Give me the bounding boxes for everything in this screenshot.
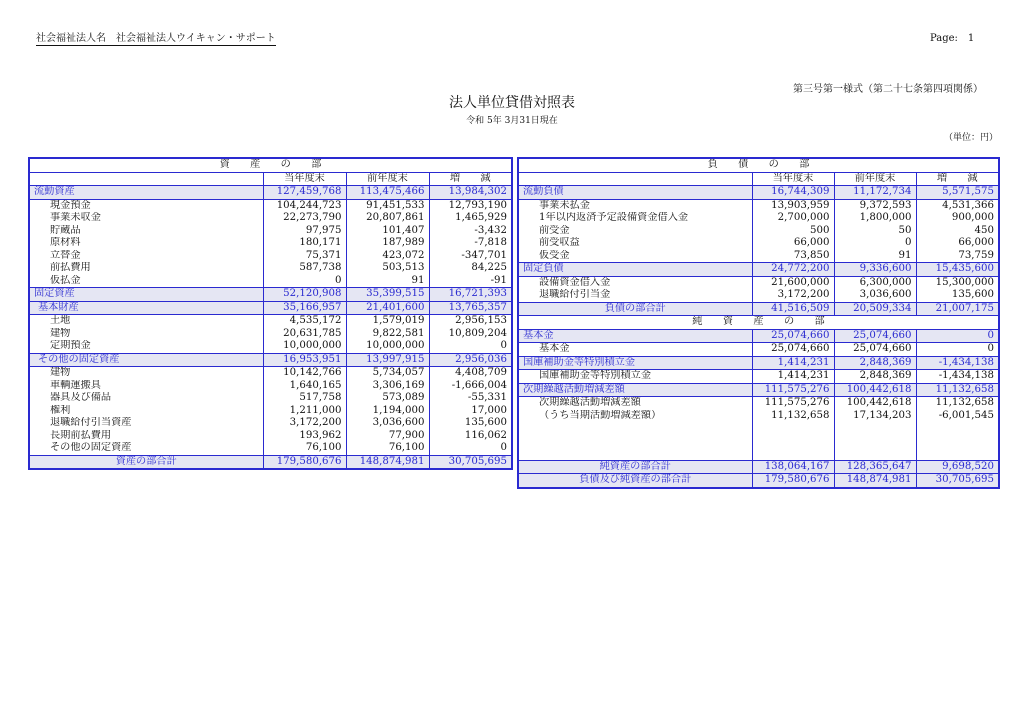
row-label: 設備資金借入金: [518, 276, 752, 289]
previous-year-value: 3,036,600: [346, 417, 429, 430]
current-year-value: 3,172,200: [263, 417, 346, 430]
current-year-value: 73,850: [752, 250, 834, 263]
difference-value: 11,132,658: [916, 383, 999, 397]
current-year-value: 111,575,276: [752, 397, 834, 410]
table-row: [29, 212, 512, 225]
table-row: [518, 250, 999, 263]
difference-value: 21,007,175: [916, 302, 999, 316]
table-row: [29, 340, 512, 353]
current-year-value: 517,758: [263, 392, 346, 405]
current-year-value: 1,414,231: [752, 356, 834, 370]
row-label: 長期前払費用: [29, 430, 263, 443]
table-row: [29, 417, 512, 430]
current-year-value: 11,132,658: [752, 410, 834, 423]
table-row: [518, 276, 999, 289]
table-row: [29, 328, 512, 341]
corporation-name: 社会福祉法人名 社会福祉法人ウイキャン・サポート: [36, 33, 276, 44]
table-row: [518, 225, 999, 238]
current-year-value: 4,535,172: [263, 315, 346, 328]
table-row: [518, 186, 999, 200]
total-row: [29, 455, 512, 469]
row-label: その他の固定資産: [29, 353, 263, 367]
row-label: 基本財産: [29, 301, 263, 315]
current-year-value: [752, 422, 834, 435]
previous-year-value: 503,513: [346, 262, 429, 275]
difference-value: 73,759: [916, 250, 999, 263]
as-of-date: 令和 5年 3月31日現在: [466, 116, 558, 126]
current-year-value: 16,744,309: [752, 186, 834, 200]
row-label: 前受収益: [518, 237, 752, 250]
difference-value: -347,701: [429, 250, 512, 263]
table-row: [518, 397, 999, 410]
table-row: [518, 237, 999, 250]
current-year-value: 3,172,200: [752, 289, 834, 302]
previous-year-value: 91: [346, 275, 429, 288]
column-header-previous: 前年度末: [834, 172, 916, 186]
difference-value: 30,705,695: [429, 455, 512, 469]
section-heading-row: [518, 158, 999, 172]
row-label: 純資産の部合計: [518, 460, 752, 474]
table-row: [29, 262, 512, 275]
table-row: [518, 212, 999, 225]
row-label: 基本金: [518, 329, 752, 343]
difference-value: 900,000: [916, 212, 999, 225]
current-year-value: 1,211,000: [263, 405, 346, 418]
row-label: 流動負債: [518, 186, 752, 200]
difference-value: -1,666,004: [429, 380, 512, 393]
table-row: [29, 315, 512, 328]
row-label: 次期繰越活動増減差額: [518, 397, 752, 410]
row-label: 固定負債: [518, 263, 752, 277]
current-year-value: 24,772,200: [752, 263, 834, 277]
row-label: 仮受金: [518, 250, 752, 263]
difference-value: 13,765,357: [429, 301, 512, 315]
difference-value: 30,705,695: [916, 474, 999, 488]
total-row: [518, 302, 999, 316]
previous-year-value: 128,365,647: [834, 460, 916, 474]
current-year-value: 179,580,676: [263, 455, 346, 469]
previous-year-value: 17,134,203: [834, 410, 916, 423]
row-label: 立替金: [29, 250, 263, 263]
difference-value: 0: [429, 340, 512, 353]
table-row: [518, 263, 999, 277]
difference-value: 135,600: [916, 289, 999, 302]
difference-value: -55,331: [429, 392, 512, 405]
table-row: [29, 199, 512, 212]
table-row: [29, 392, 512, 405]
row-label: 土地: [29, 315, 263, 328]
row-label: その他の固定資産: [29, 442, 263, 455]
difference-value: 0: [916, 343, 999, 357]
previous-year-value: 20,509,334: [834, 302, 916, 316]
difference-value: -1,434,138: [916, 370, 999, 384]
current-year-value: [752, 435, 834, 448]
current-year-value: 104,244,723: [263, 199, 346, 212]
total-row: [518, 474, 999, 488]
table-row: [29, 288, 512, 302]
previous-year-value: 573,089: [346, 392, 429, 405]
previous-year-value: 101,407: [346, 225, 429, 238]
previous-year-value: 1,579,019: [346, 315, 429, 328]
previous-year-value: 6,300,000: [834, 276, 916, 289]
column-header-difference: 増 減: [429, 172, 512, 186]
page-number: Page: 1: [930, 33, 975, 44]
column-header-blank: [29, 172, 263, 186]
table-row: [29, 380, 512, 393]
row-label: 器具及び備品: [29, 392, 263, 405]
table-row: [518, 329, 999, 343]
previous-year-value: 25,074,660: [834, 329, 916, 343]
previous-year-value: 148,874,981: [834, 474, 916, 488]
row-label: 仮払金: [29, 275, 263, 288]
row-label: 退職給付引当金: [518, 289, 752, 302]
difference-value: 2,956,036: [429, 353, 512, 367]
previous-year-value: 9,336,600: [834, 263, 916, 277]
table-row: [518, 447, 999, 460]
row-label: 前払費用: [29, 262, 263, 275]
current-year-value: 41,516,509: [752, 302, 834, 316]
difference-value: 2,956,153: [429, 315, 512, 328]
difference-value: 0: [916, 329, 999, 343]
current-year-value: 1,414,231: [752, 370, 834, 384]
previous-year-value: [834, 435, 916, 448]
row-label: 車輌運搬具: [29, 380, 263, 393]
previous-year-value: 77,900: [346, 430, 429, 443]
previous-year-value: 148,874,981: [346, 455, 429, 469]
table-row: [29, 405, 512, 418]
column-header-difference: 増 減: [916, 172, 999, 186]
row-label: 退職給付引当資産: [29, 417, 263, 430]
row-label: [518, 435, 752, 448]
difference-value: 0: [429, 442, 512, 455]
current-year-value: 138,064,167: [752, 460, 834, 474]
row-label: 貯蔵品: [29, 225, 263, 238]
difference-value: [916, 435, 999, 448]
current-year-value: 22,273,790: [263, 212, 346, 225]
difference-value: 116,062: [429, 430, 512, 443]
previous-year-value: 2,848,369: [834, 370, 916, 384]
previous-year-value: 3,036,600: [834, 289, 916, 302]
previous-year-value: 0: [834, 237, 916, 250]
table-row: [29, 301, 512, 315]
unit-label: （単位：円）: [944, 133, 999, 143]
row-label: 権利: [29, 405, 263, 418]
previous-year-value: 100,442,618: [834, 397, 916, 410]
row-label: 1年以内返済予定設備資金借入金: [518, 212, 752, 225]
column-header-row: [29, 172, 512, 186]
row-label: 国庫補助金等特別積立金: [518, 370, 752, 384]
difference-value: 17,000: [429, 405, 512, 418]
previous-year-value: 9,372,593: [834, 199, 916, 212]
total-row: [518, 460, 999, 474]
table-row: [29, 237, 512, 250]
previous-year-value: 10,000,000: [346, 340, 429, 353]
current-year-value: 179,580,676: [752, 474, 834, 488]
net-assets-heading: 純 資 産 の 部: [518, 316, 999, 330]
current-year-value: 10,142,766: [263, 367, 346, 380]
current-year-value: 75,371: [263, 250, 346, 263]
difference-value: [916, 447, 999, 460]
previous-year-value: 50: [834, 225, 916, 238]
previous-year-value: 91,451,533: [346, 199, 429, 212]
current-year-value: 35,166,957: [263, 301, 346, 315]
table-row: [518, 383, 999, 397]
difference-value: 84,225: [429, 262, 512, 275]
section-heading: 資 産 の 部: [29, 158, 512, 172]
previous-year-value: 91: [834, 250, 916, 263]
previous-year-value: 423,072: [346, 250, 429, 263]
table-row: [29, 442, 512, 455]
previous-year-value: 20,807,861: [346, 212, 429, 225]
table-row: [518, 410, 999, 423]
row-label: 基本金: [518, 343, 752, 357]
current-year-value: 127,459,768: [263, 186, 346, 200]
difference-value: 10,809,204: [429, 328, 512, 341]
current-year-value: 10,000,000: [263, 340, 346, 353]
difference-value: 450: [916, 225, 999, 238]
difference-value: [916, 422, 999, 435]
row-label: 負債及び純資産の部合計: [518, 474, 752, 488]
table-row: [518, 343, 999, 357]
table-row: [29, 430, 512, 443]
previous-year-value: 2,848,369: [834, 356, 916, 370]
difference-value: 1,465,929: [429, 212, 512, 225]
difference-value: -1,434,138: [916, 356, 999, 370]
current-year-value: 25,074,660: [752, 329, 834, 343]
current-year-value: 25,074,660: [752, 343, 834, 357]
section-heading: 負 債 の 部: [518, 158, 999, 172]
previous-year-value: 3,306,169: [346, 380, 429, 393]
row-label: 定期預金: [29, 340, 263, 353]
table-row: [518, 289, 999, 302]
difference-value: 11,132,658: [916, 397, 999, 410]
column-header-current: 当年度末: [752, 172, 834, 186]
current-year-value: 21,600,000: [752, 276, 834, 289]
previous-year-value: 76,100: [346, 442, 429, 455]
difference-value: 16,721,393: [429, 288, 512, 302]
current-year-value: 1,640,165: [263, 380, 346, 393]
net-assets-heading-row: [518, 316, 999, 330]
column-header-previous: 前年度末: [346, 172, 429, 186]
previous-year-value: 25,074,660: [834, 343, 916, 357]
previous-year-value: 1,194,000: [346, 405, 429, 418]
row-label: 固定資産: [29, 288, 263, 302]
current-year-value: 20,631,785: [263, 328, 346, 341]
difference-value: 15,300,000: [916, 276, 999, 289]
previous-year-value: 35,399,515: [346, 288, 429, 302]
row-label: 流動資産: [29, 186, 263, 200]
previous-year-value: 5,734,057: [346, 367, 429, 380]
row-label: 現金預金: [29, 199, 263, 212]
row-label: 国庫補助金等特別積立金: [518, 356, 752, 370]
row-label: 負債の部合計: [518, 302, 752, 316]
difference-value: 12,793,190: [429, 199, 512, 212]
previous-year-value: 100,442,618: [834, 383, 916, 397]
current-year-value: 16,953,951: [263, 353, 346, 367]
current-year-value: 111,575,276: [752, 383, 834, 397]
difference-value: 4,531,366: [916, 199, 999, 212]
row-label: 建物: [29, 367, 263, 380]
previous-year-value: 13,997,915: [346, 353, 429, 367]
table-row: [29, 353, 512, 367]
previous-year-value: 187,989: [346, 237, 429, 250]
difference-value: 13,984,302: [429, 186, 512, 200]
table-row: [29, 367, 512, 380]
table-row: [518, 356, 999, 370]
previous-year-value: [834, 422, 916, 435]
row-label: 次期繰越活動増減差額: [518, 383, 752, 397]
difference-value: 66,000: [916, 237, 999, 250]
row-label: 原材料: [29, 237, 263, 250]
difference-value: 135,600: [429, 417, 512, 430]
current-year-value: 66,000: [752, 237, 834, 250]
row-label: 資産の部合計: [29, 455, 263, 469]
difference-value: 5,571,575: [916, 186, 999, 200]
current-year-value: 193,962: [263, 430, 346, 443]
previous-year-value: [834, 447, 916, 460]
row-label: [518, 447, 752, 460]
previous-year-value: 21,401,600: [346, 301, 429, 315]
row-label: 前受金: [518, 225, 752, 238]
liabilities-net-assets-table: [517, 157, 1000, 489]
current-year-value: 587,738: [263, 262, 346, 275]
current-year-value: 13,903,959: [752, 199, 834, 212]
column-header-current: 当年度末: [263, 172, 346, 186]
form-number: 第三号第一様式（第二十七条第四項関係）: [793, 84, 983, 95]
previous-year-value: 9,822,581: [346, 328, 429, 341]
row-label: 建物: [29, 328, 263, 341]
difference-value: -3,432: [429, 225, 512, 238]
previous-year-value: 11,172,734: [834, 186, 916, 200]
current-year-value: 52,120,908: [263, 288, 346, 302]
difference-value: -6,001,545: [916, 410, 999, 423]
current-year-value: 2,700,000: [752, 212, 834, 225]
previous-year-value: 113,475,466: [346, 186, 429, 200]
assets-table: [28, 157, 513, 470]
current-year-value: 180,171: [263, 237, 346, 250]
column-header-blank: [518, 172, 752, 186]
current-year-value: 97,975: [263, 225, 346, 238]
difference-value: 9,698,520: [916, 460, 999, 474]
current-year-value: [752, 447, 834, 460]
table-row: [518, 435, 999, 448]
difference-value: -91: [429, 275, 512, 288]
table-row: [29, 275, 512, 288]
table-row: [518, 199, 999, 212]
difference-value: -7,818: [429, 237, 512, 250]
column-header-row: [518, 172, 999, 186]
document-title: 法人単位貸借対照表: [449, 95, 575, 111]
table-row: [29, 186, 512, 200]
row-label: 事業未収金: [29, 212, 263, 225]
table-row: [29, 250, 512, 263]
current-year-value: 76,100: [263, 442, 346, 455]
current-year-value: 500: [752, 225, 834, 238]
current-year-value: 0: [263, 275, 346, 288]
difference-value: 4,408,709: [429, 367, 512, 380]
row-label: [518, 422, 752, 435]
difference-value: 15,435,600: [916, 263, 999, 277]
row-label: 事業未払金: [518, 199, 752, 212]
table-row: [518, 422, 999, 435]
table-row: [518, 370, 999, 384]
section-heading-row: [29, 158, 512, 172]
previous-year-value: 1,800,000: [834, 212, 916, 225]
row-label: （うち当期活動増減差額）: [518, 410, 752, 423]
table-row: [29, 225, 512, 238]
